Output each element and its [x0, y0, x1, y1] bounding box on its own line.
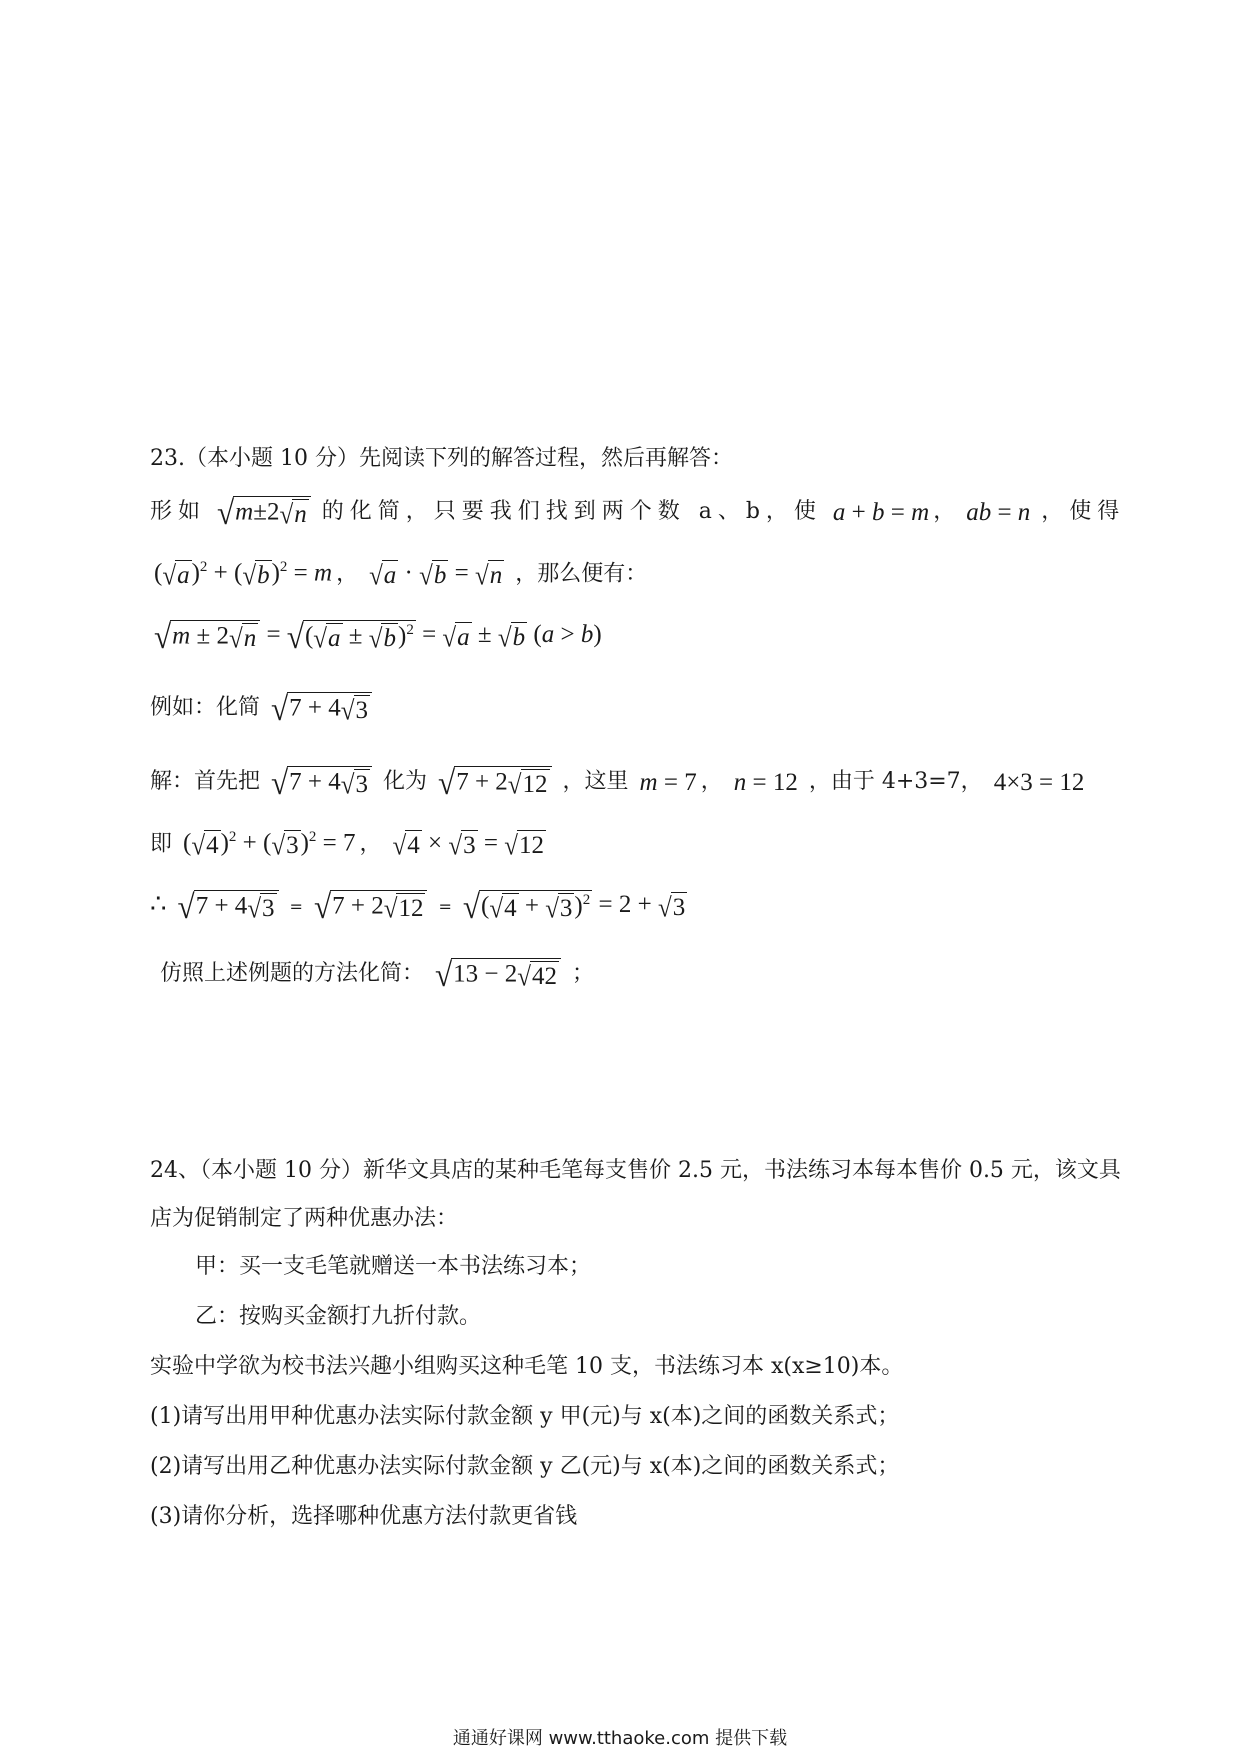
formula-n-12: n = 12 — [733, 768, 798, 796]
q24-option-b: 乙：按购买金额打九折付款。 — [195, 1304, 482, 1329]
formula-ji-2: √ 4 × √ 3 = √ 12 — [392, 829, 544, 862]
q23-line2: ( √ a )$^2$ + ( √ b )$^2$ = m ， √ a · √ b = √ n ，那么便有： — [154, 559, 648, 592]
q23-text: ，那么便有： — [515, 561, 648, 587]
q23-text: 仿照上述例题的方法化简： — [160, 961, 425, 987]
formula-4x3: 4×3 = 12 — [993, 768, 1085, 796]
formula-sum-squares: ( √ a )$^2$ + ( √ b )$^2$ = m — [154, 559, 333, 592]
q23-formula — [150, 617, 606, 656]
q23-text: 的化简，只要我们找到两个数 a、b，使 — [321, 499, 822, 525]
q24-part1: (1)请写出用甲种优惠办法实际付款金额 y 甲(元)与 x(本)之间的函数关系式； — [150, 1404, 900, 1429]
equals-sign: = — [438, 897, 452, 917]
q24-line2: 店为促销制定了两种优惠办法： — [150, 1206, 459, 1231]
q23-text: ，使得 — [1041, 499, 1126, 525]
q23-text: 例如：化简 — [150, 695, 261, 721]
q23-ji: 即 ( √ 4 )$^2$ + ( √ 3 )$^2$ = 7 ， √ 4 × √ 3 = √ 12 — [150, 829, 544, 862]
q23-text: ，由于 4+3=7， — [808, 769, 983, 795]
formula-7-4sqrt3: √ 7 + 4 √ 3 — [271, 692, 372, 724]
formula-m-7: m = 7 — [639, 768, 697, 796]
formula-ji-1: ( √ 4 )$^2$ + ( √ 3 )$^2$ = 7 — [183, 829, 356, 862]
equals-sign: = — [289, 897, 303, 917]
q23-text: ，这里 — [562, 769, 629, 795]
therefore-symbol: ∴ — [150, 889, 167, 920]
formula-7-4sqrt3: √ 7 + 4 √ 3 — [271, 766, 372, 798]
q24-part2: (2)请写出用乙种优惠办法实际付款金额 y 乙(元)与 x(本)之间的函数关系式； — [150, 1454, 900, 1479]
q23-text: 解：首先把 — [150, 769, 261, 795]
q23-text: ； — [572, 961, 595, 987]
formula-result: √ ( √ 4 + √ 3 )$^2$ = 2 + √ 3 — [462, 887, 686, 926]
q23-text: 即 — [150, 831, 173, 857]
q23-text: 形如 — [150, 499, 207, 525]
q24-line1: 24、（本小题 10 分）新华文具店的某种毛笔每支售价 2.5 元，书法练习本每本售价 0.5 元，该文具 — [150, 1158, 1121, 1183]
q24-option-a: 甲：买一支毛笔就赠送一本书法练习本； — [195, 1254, 592, 1279]
page-footer: 通通好课网 www.tthaoke.com 提供下载 — [452, 1728, 788, 1749]
formula-sqrt-m-2sqrt-n: √ m±2 √ n — [217, 496, 311, 528]
formula-7-2sqrt12: √ 7 + 2 √ 12 — [314, 890, 428, 922]
q23-line1: 形如 √ m±2 √ n 的化简，只要我们找到两个数 a、b，使 a + b = m ， ab = n ，使得 — [150, 493, 1126, 532]
q23-therefore — [150, 887, 691, 926]
q23-task — [160, 955, 595, 994]
formula-ab-n: ab = n — [966, 498, 1031, 526]
formula-a-plus-b: a + b = m — [832, 498, 930, 526]
formula-7-2sqrt12: √ 7 + 2 √ 12 — [438, 766, 552, 798]
q23-example — [150, 689, 376, 728]
formula-product-roots: √ a · √ b = √ n — [369, 559, 503, 592]
q24-part3: (3)请你分析，选择哪种优惠方法付款更省钱 — [150, 1504, 578, 1529]
q23-title: 23.（本小题 10 分）先阅读下列的解答过程，然后再解答： — [150, 446, 733, 471]
formula-13-2sqrt42: √ 13 − 2 √ 42 — [435, 958, 561, 990]
q24-line5: 实验中学欲为校书法兴趣小组购买这种毛笔 10 支，书法练习本 x(x≥10)本。 — [150, 1354, 904, 1379]
q23-solution: 解：首先把 √ 7 + 4 √ 3 化为 √ 7 + 2 √ 12 ，这里 m = 7 ， n = 12 ，由于 4+3=7， 4×3 = 12 — [150, 763, 1085, 802]
formula-main: √ m ± 2 √ n = √ ( √ a ± √ b )$^2$ = √ a ± √ b (a > b) — [154, 617, 602, 656]
formula-7-4sqrt3: √ 7 + 4 √ 3 — [178, 890, 279, 922]
q23-text: 化为 — [383, 769, 428, 795]
